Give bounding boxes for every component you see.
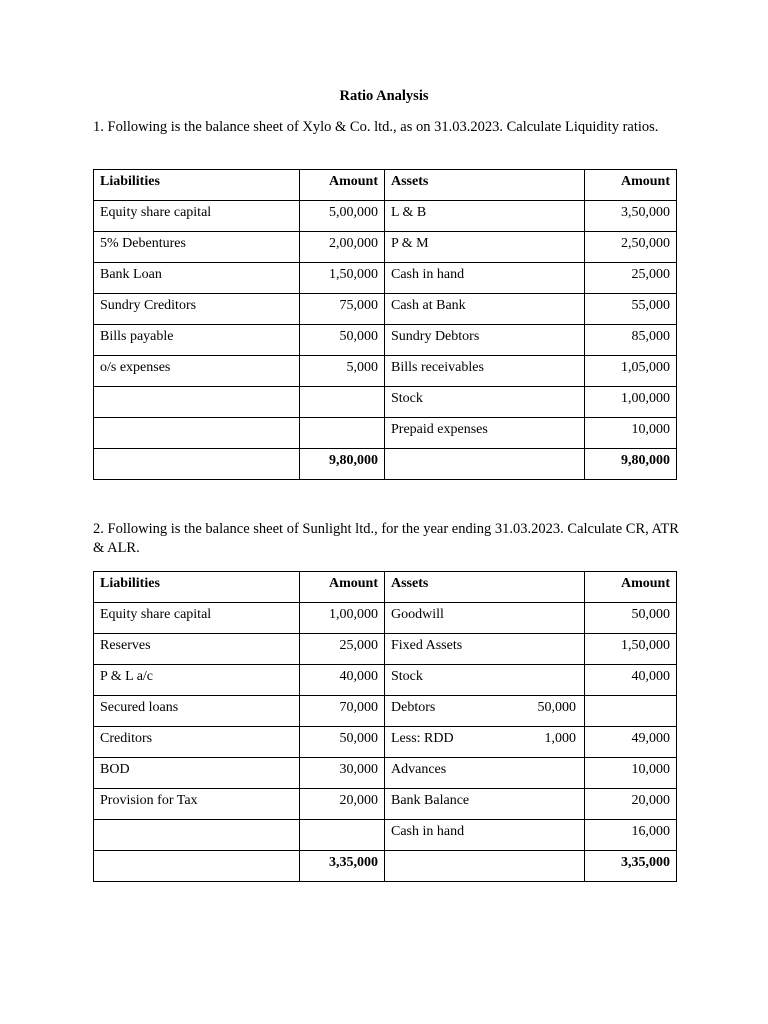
- asset-cell: [385, 603, 585, 634]
- asset-cell: Bills receivables: [385, 356, 585, 387]
- liability-cell: BOD: [94, 758, 300, 789]
- table-row: [94, 603, 677, 634]
- table-row: [94, 325, 677, 356]
- table-total-row: [94, 851, 677, 882]
- liability-amount-cell: 50,000: [300, 325, 385, 356]
- asset-cell: L & B: [385, 201, 585, 232]
- liability-amount-cell: [300, 820, 385, 851]
- liability-cell: Reserves: [94, 634, 300, 665]
- asset-amount-cell: 3,50,000: [585, 201, 677, 232]
- table-header-row: [94, 170, 677, 201]
- liability-cell: P & L a/c: [94, 665, 300, 696]
- liability-cell: 5% Debentures: [94, 232, 300, 263]
- table-row: [94, 665, 677, 696]
- asset-cell: [385, 665, 585, 696]
- asset-label: Bank Balance: [391, 793, 470, 808]
- asset-amount-cell: 10,000: [585, 418, 677, 449]
- total-label-cell: [385, 851, 585, 882]
- asset-cell: [385, 696, 585, 727]
- asset-amount-cell: 10,000: [585, 758, 677, 789]
- liability-cell: Sundry Creditors: [94, 294, 300, 325]
- liability-cell: [94, 418, 300, 449]
- header-amount: Amount: [585, 572, 677, 603]
- asset-label: Fixed Assets: [391, 638, 463, 653]
- liability-amount-cell: 20,000: [300, 789, 385, 820]
- asset-cell: [385, 820, 585, 851]
- liability-amount-cell: 1,00,000: [300, 603, 385, 634]
- asset-amount-cell: 16,000: [585, 820, 677, 851]
- asset-cell: Cash at Bank: [385, 294, 585, 325]
- header-amount: Amount: [300, 170, 385, 201]
- liability-amount-cell: 30,000: [300, 758, 385, 789]
- liability-amount-cell: 75,000: [300, 294, 385, 325]
- asset-cell: [385, 789, 585, 820]
- asset-amount-cell: 1,50,000: [585, 634, 677, 665]
- header-assets: Assets: [385, 572, 585, 603]
- asset-cell: Cash in hand: [385, 263, 585, 294]
- liability-cell: Equity share capital: [94, 201, 300, 232]
- table-row: [94, 263, 677, 294]
- asset-amount-cell: 40,000: [585, 665, 677, 696]
- liability-amount-cell: [300, 387, 385, 418]
- asset-amount-cell: 85,000: [585, 325, 677, 356]
- table-row: [94, 387, 677, 418]
- asset-cell: [385, 758, 585, 789]
- asset-amount-cell: 49,000: [585, 727, 677, 758]
- asset-amount-cell: 55,000: [585, 294, 677, 325]
- table-row: [94, 696, 677, 727]
- question-1-text: 1. Following is the balance sheet of Xylo & Co. ltd., as on 31.03.2023. Calculate Liquidity ratios.: [93, 119, 659, 135]
- asset-label: Advances: [391, 762, 447, 777]
- assets-total: 3,35,000: [585, 851, 677, 882]
- table-row: [94, 294, 677, 325]
- table-row: [94, 201, 677, 232]
- liabilities-total: 3,35,000: [300, 851, 385, 882]
- table-row: [94, 232, 677, 263]
- page-title: Ratio Analysis: [339, 88, 429, 104]
- question-2-text: 2. Following is the balance sheet of Sunlight ltd., for the year ending 31.03.2023. Calculate CR, ATR & ALR.: [93, 521, 679, 556]
- asset-amount-cell: 2,50,000: [585, 232, 677, 263]
- asset-cell: Stock: [385, 387, 585, 418]
- balance-sheet-table-2: [93, 571, 677, 882]
- asset-label: Debtors: [391, 700, 436, 715]
- asset-label: Goodwill: [391, 607, 444, 622]
- asset-amount-cell: 20,000: [585, 789, 677, 820]
- liabilities-total: 9,80,000: [300, 449, 385, 480]
- balance-sheet-table-1: [93, 169, 677, 480]
- liability-amount-cell: 70,000: [300, 696, 385, 727]
- asset-amount-cell: 1,00,000: [585, 387, 677, 418]
- asset-label: Less: RDD: [391, 731, 454, 746]
- asset-sub-amount: 1,000: [544, 731, 576, 746]
- asset-cell: [385, 634, 585, 665]
- total-label-cell: [94, 449, 300, 480]
- assets-total: 9,80,000: [585, 449, 677, 480]
- liability-cell: Secured loans: [94, 696, 300, 727]
- table-row: [94, 418, 677, 449]
- total-label-cell: [94, 851, 300, 882]
- asset-cell: P & M: [385, 232, 585, 263]
- liability-cell: Bank Loan: [94, 263, 300, 294]
- table-total-row: [94, 449, 677, 480]
- liability-cell: o/s expenses: [94, 356, 300, 387]
- asset-amount-cell: 25,000: [585, 263, 677, 294]
- header-amount: Amount: [585, 170, 677, 201]
- liability-amount-cell: 1,50,000: [300, 263, 385, 294]
- header-assets: Assets: [385, 170, 585, 201]
- liability-cell: [94, 820, 300, 851]
- asset-label: Cash in hand: [391, 824, 465, 839]
- asset-amount-cell: [585, 696, 677, 727]
- asset-cell: Prepaid expenses: [385, 418, 585, 449]
- liability-amount-cell: 2,00,000: [300, 232, 385, 263]
- total-label-cell: [385, 449, 585, 480]
- header-liabilities: Liabilities: [94, 170, 300, 201]
- liability-amount-cell: 50,000: [300, 727, 385, 758]
- liability-amount-cell: 25,000: [300, 634, 385, 665]
- header-liabilities: Liabilities: [94, 572, 300, 603]
- asset-label: Stock: [391, 669, 423, 684]
- table-row: [94, 634, 677, 665]
- liability-cell: [94, 387, 300, 418]
- asset-cell: [385, 727, 585, 758]
- liability-amount-cell: [300, 418, 385, 449]
- table-row: [94, 758, 677, 789]
- liability-cell: Equity share capital: [94, 603, 300, 634]
- table-row: [94, 820, 677, 851]
- liability-amount-cell: 5,000: [300, 356, 385, 387]
- liability-cell: Provision for Tax: [94, 789, 300, 820]
- liability-cell: Creditors: [94, 727, 300, 758]
- asset-sub-amount: 50,000: [537, 700, 576, 715]
- table-header-row: [94, 572, 677, 603]
- table-row: [94, 356, 677, 387]
- asset-amount-cell: 1,05,000: [585, 356, 677, 387]
- liability-amount-cell: 5,00,000: [300, 201, 385, 232]
- asset-cell: Sundry Debtors: [385, 325, 585, 356]
- table-row: [94, 789, 677, 820]
- liability-amount-cell: 40,000: [300, 665, 385, 696]
- header-amount: Amount: [300, 572, 385, 603]
- asset-amount-cell: 50,000: [585, 603, 677, 634]
- table-row: [94, 727, 677, 758]
- liability-cell: Bills payable: [94, 325, 300, 356]
